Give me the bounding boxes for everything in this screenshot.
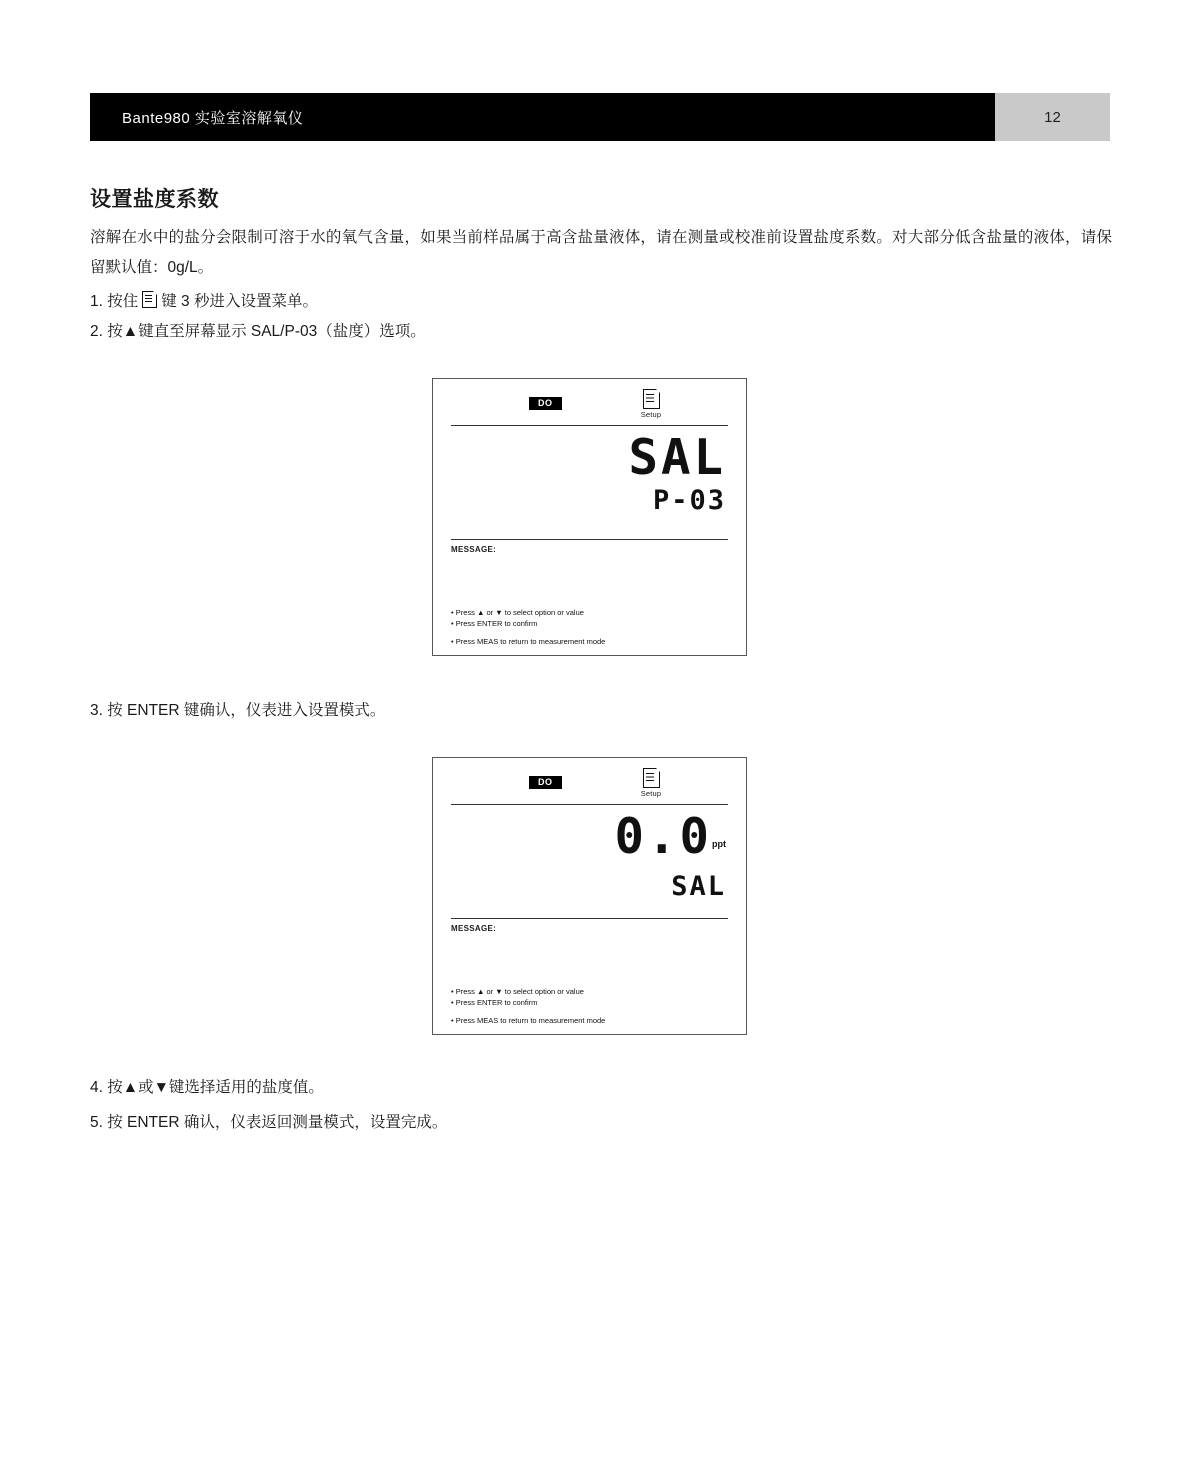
section-title: 设置盐度系数 bbox=[90, 188, 219, 211]
setup-document-icon bbox=[643, 389, 660, 409]
lcd1-message-label: MESSAGE: bbox=[451, 545, 497, 554]
setup-indicator bbox=[636, 389, 666, 419]
lcd2-divider-top bbox=[451, 804, 728, 805]
lcd2-readout bbox=[433, 810, 726, 915]
lcd2-sub-value: SAL bbox=[671, 871, 726, 902]
lcd1-top-bar bbox=[433, 379, 746, 421]
lcd2-unit: ppt bbox=[712, 839, 726, 849]
step-4: 4. 按▲或▼键选择适用的盐度值。 bbox=[90, 1079, 324, 1096]
lcd1-hints bbox=[451, 607, 605, 647]
setup-document-icon bbox=[643, 768, 660, 788]
lcd1-hint-2: • Press ENTER to confirm bbox=[451, 619, 538, 628]
page-number-box bbox=[995, 93, 1110, 141]
lcd1-sub-value: P-03 bbox=[652, 485, 726, 516]
lcd1-divider-mid bbox=[451, 539, 728, 540]
lcd2-hints bbox=[451, 986, 605, 1026]
do-mode-badge: DO bbox=[529, 397, 562, 410]
lcd1-main-value: SAL bbox=[628, 429, 726, 486]
lcd2-main-value-row bbox=[433, 810, 726, 871]
lcd1-readout bbox=[433, 431, 726, 536]
lcd2-message-label: MESSAGE: bbox=[451, 924, 497, 933]
lcd-display-sal-option bbox=[432, 378, 747, 656]
lcd2-divider-mid bbox=[451, 918, 728, 919]
step-5: 5. 按 ENTER 确认，仪表返回测量模式，设置完成。 bbox=[90, 1114, 448, 1131]
lcd1-divider-top bbox=[451, 425, 728, 426]
page-number: 12 bbox=[1044, 108, 1061, 126]
step-1-text-b: 键 3 秒进入设置菜单。 bbox=[161, 293, 318, 310]
lcd1-hint-3: • Press MEAS to return to measurement mode bbox=[451, 637, 606, 646]
section-paragraph: 溶解在水中的盐分会限制可溶于水的氧气含量，如果当前样品属于高含盐量液体，请在测量或校准前设置盐度系数。对大部分低含盐量的液体，请保留默认值：0g/L。 bbox=[90, 229, 1112, 276]
lcd-display-sal-value bbox=[432, 757, 747, 1035]
setup-document-icon bbox=[142, 291, 157, 308]
setup-indicator bbox=[636, 768, 666, 798]
step-1-text-a: 1. 按住 bbox=[90, 293, 139, 310]
do-mode-badge: DO bbox=[529, 776, 562, 789]
setup-indicator-label: Setup bbox=[640, 789, 662, 798]
lcd2-main-value: 0.0 bbox=[614, 808, 712, 865]
lcd2-hint-1: • Press ▲ or ▼ to select option or value bbox=[451, 987, 584, 996]
step-3: 3. 按 ENTER 键确认，仪表进入设置模式。 bbox=[90, 702, 386, 719]
lcd2-hint-3: • Press MEAS to return to measurement mode bbox=[451, 1016, 606, 1025]
lcd1-hint-1: • Press ▲ or ▼ to select option or value bbox=[451, 608, 584, 617]
main-content bbox=[90, 183, 1112, 347]
document-title: Bante980 实验室溶解氧仪 bbox=[122, 109, 304, 127]
lcd2-hint-2: • Press ENTER to confirm bbox=[451, 998, 538, 1007]
header-title-bar bbox=[90, 93, 995, 141]
step-1 bbox=[90, 287, 1112, 317]
setup-indicator-label: Setup bbox=[640, 410, 662, 419]
page-header bbox=[90, 93, 1110, 141]
step-2: 2. 按▲键直至屏幕显示 SAL/P-03（盐度）选项。 bbox=[90, 323, 426, 340]
lcd2-top-bar bbox=[433, 758, 746, 800]
